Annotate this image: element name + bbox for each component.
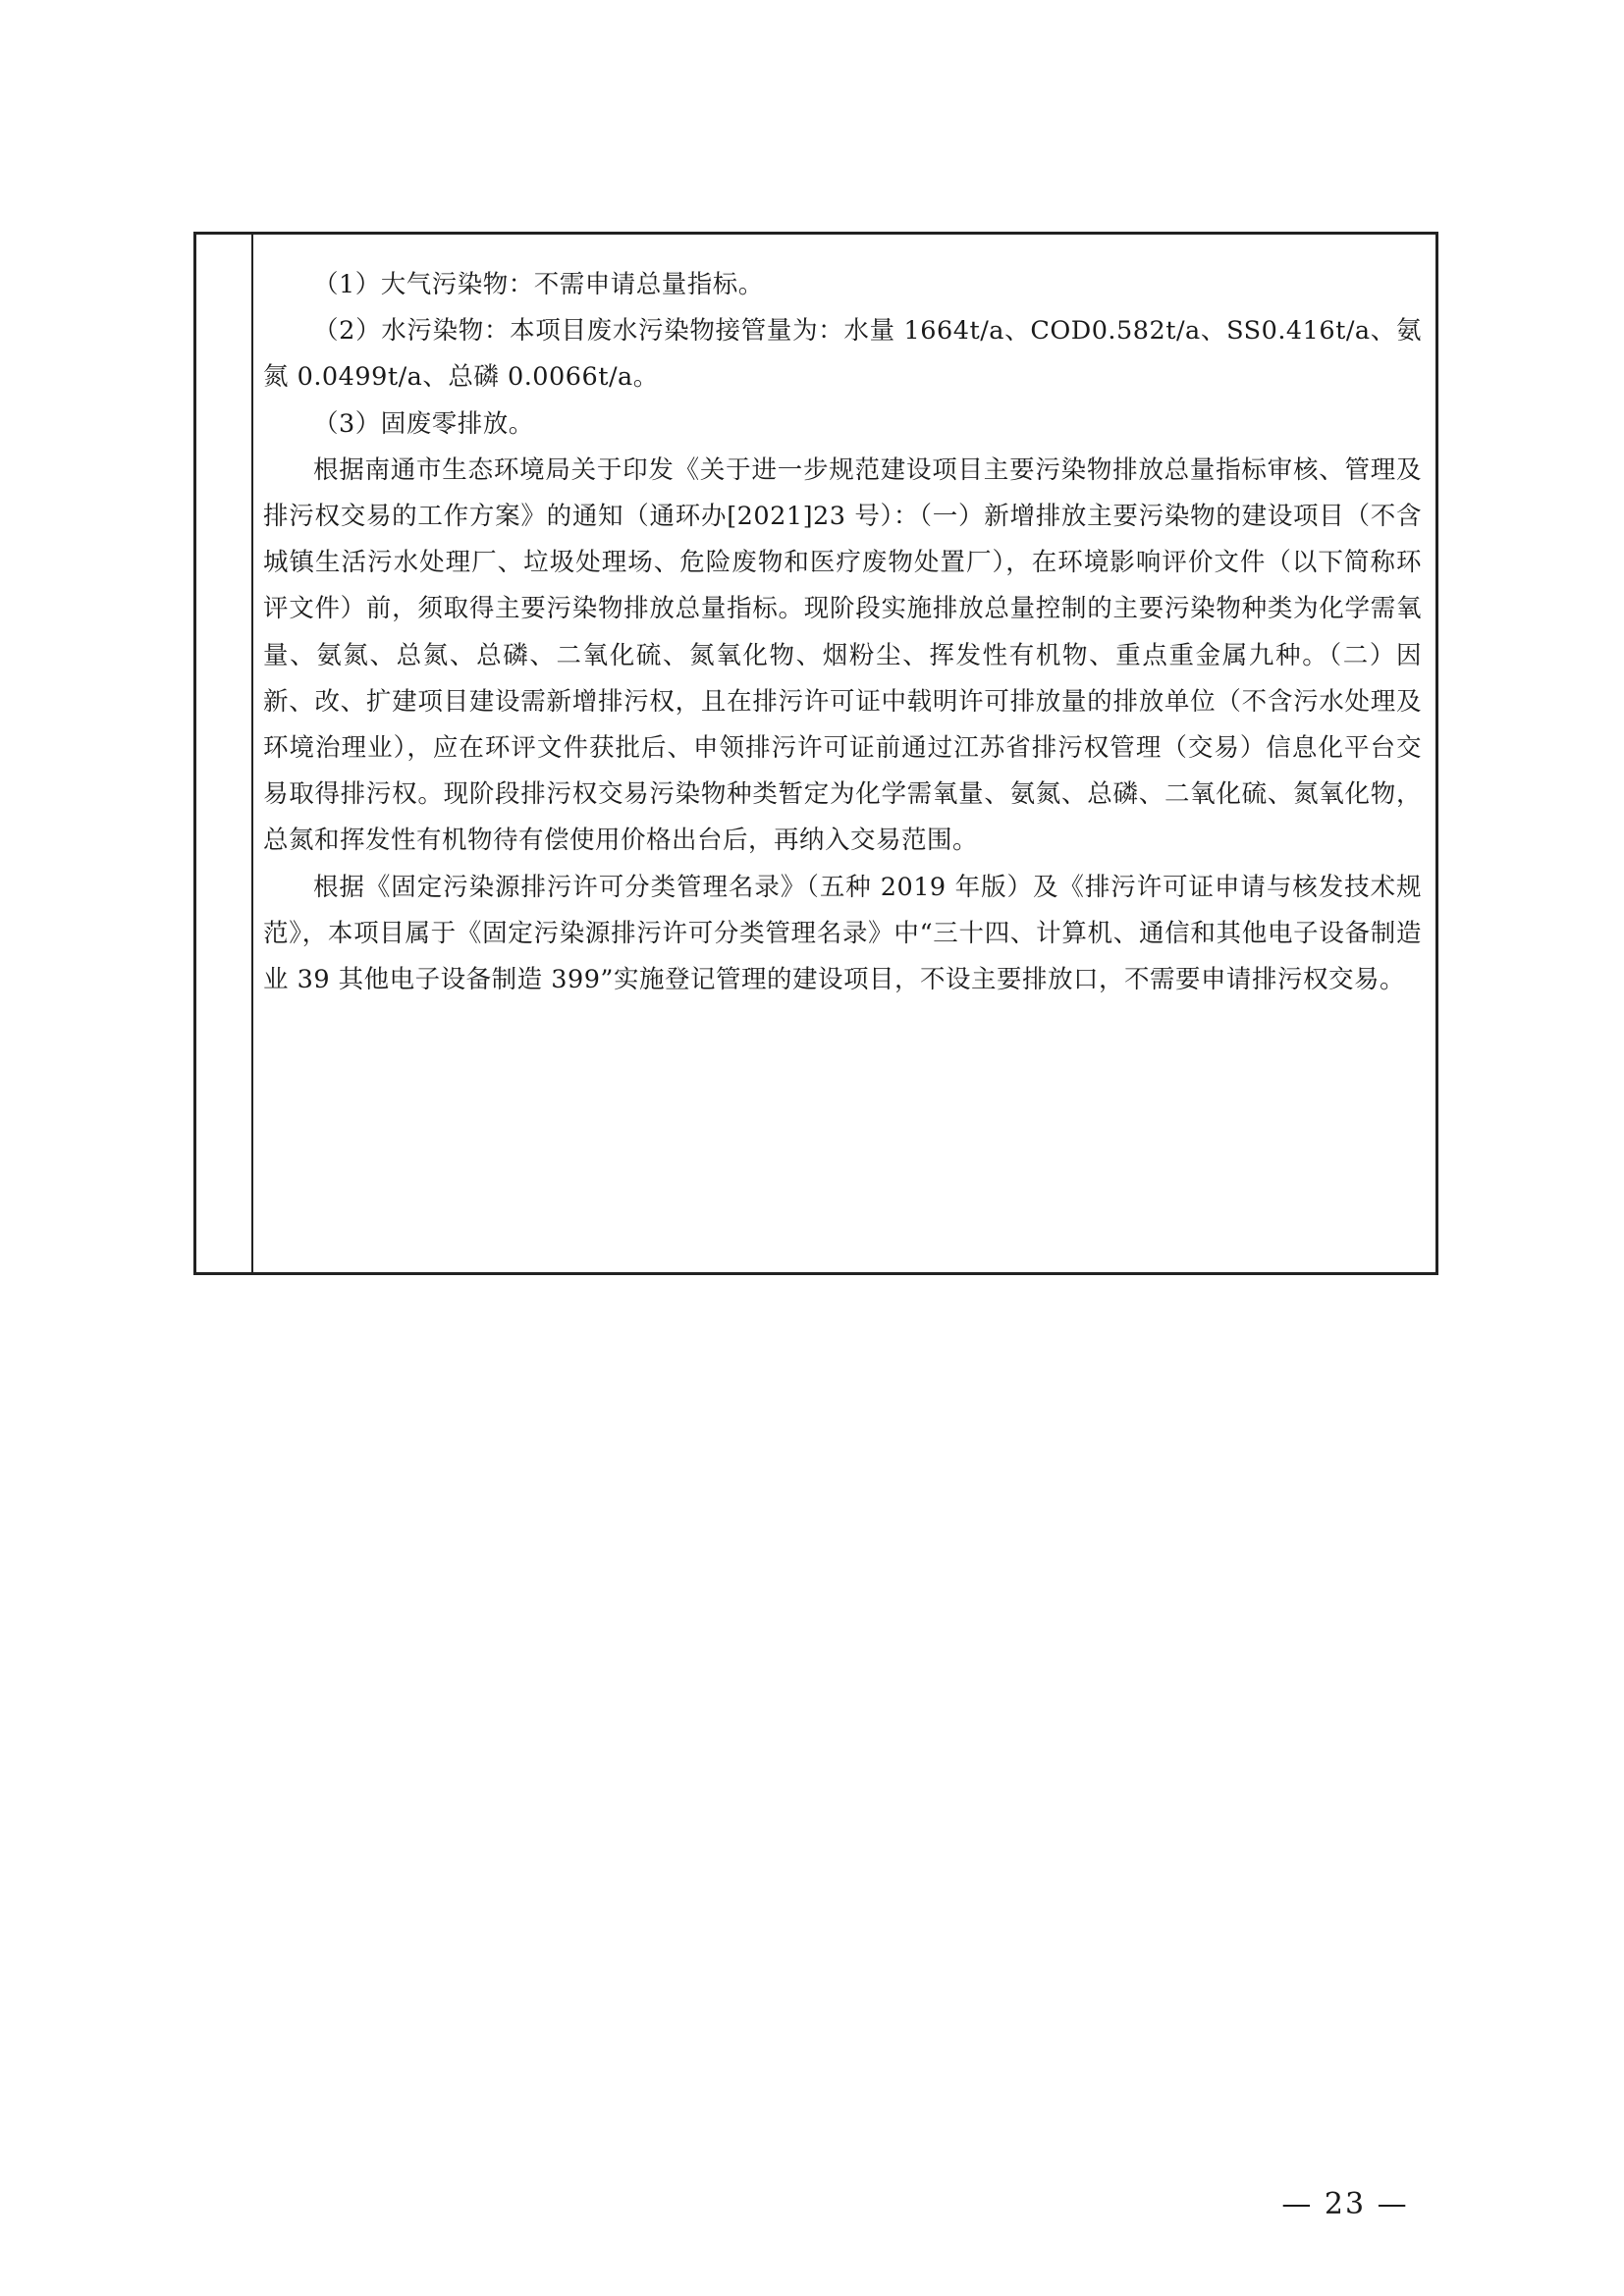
paragraph-solid-waste: （3）固废零排放。 xyxy=(313,408,534,439)
table-content-cell xyxy=(253,235,1435,1272)
page-number: — 23 — xyxy=(1281,2187,1409,2221)
table-left-cell xyxy=(196,235,253,1272)
paragraph-permit-classification: 根据《固定污染源排污许可分类管理名录》（五种 2019 年版）及《排污许可证申请与核发技术规范》，本项目属于《固定污染源排污许可分类管理名录》中“三十四、计算机、通信和其他电子设备制造业 39 其他电子设备制造 399”实施登记管理的建设项目，不设主要排放口，不需要申请排污权交易。 xyxy=(263,872,1422,995)
paragraph-total-quantity-policy: 根据南通市生态环境局关于印发《关于进一步规范建设项目主要污染物排放总量指标审核、管理及排污权交易的工作方案》的通知（通环办[2021]23 号）：（一）新增排放主要污染物的建设项目（不含城镇生活污水处理厂、垃圾处理场、危险废物和医疗废物处置厂），在环境影响评价文件（以下简称环评文件）前，须取得主要污染物排放总量指标。现阶段实施排放总量控制的主要污染物种类为化学需氧量、氨氮、总氮、总磷、二氧化硫、氮氧化物、烟粉尘、挥发性有机物、重点重金属九种。（二）因新、改、扩建项目建设需新增排污权，且在排污许可证中载明许可排放量的排放单位（不含污水处理及环境治理业），应在环评文件获批后、申领排污许可证前通过江苏省排污权管理（交易）信息化平台交易取得排污权。现阶段排污权交易污染物种类暂定为化学需氧量、氨氮、总磷、二氧化硫、氮氧化物，总氮和挥发性有机物待有偿使用价格出台后，再纳入交易范围。 xyxy=(263,454,1422,856)
paragraph-air-pollutants: （1）大气污染物：不需申请总量指标。 xyxy=(313,270,764,299)
paragraph-water-pollutants: （2）水污染物：本项目废水污染物接管量为：水量 1664t/a、COD0.582t/a、SS0.416t/a、氨氮 0.0499t/a、总磷 0.0066t/a。 xyxy=(263,316,1422,393)
document-table xyxy=(193,232,1438,1275)
